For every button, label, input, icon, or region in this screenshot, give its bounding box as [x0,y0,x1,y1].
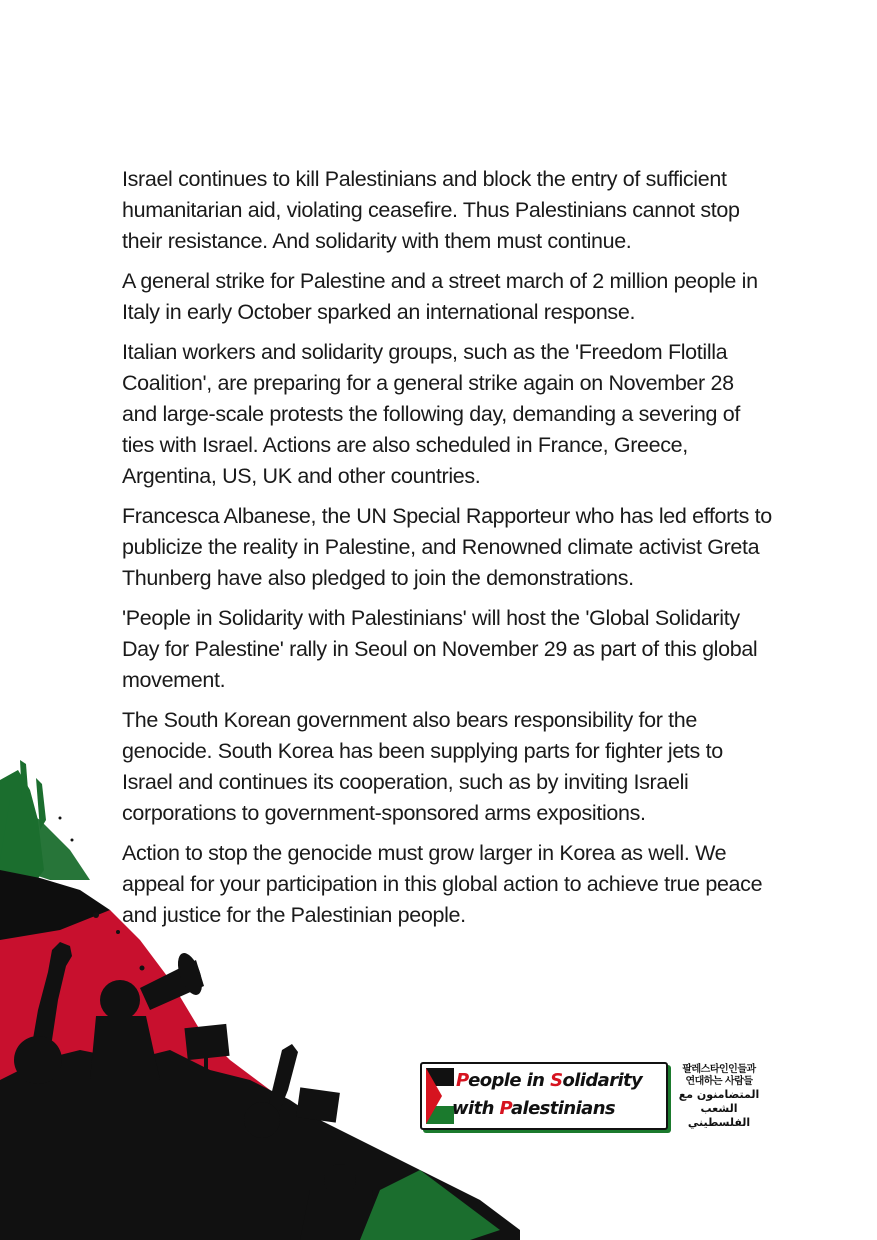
organization-logo [420,1060,760,1130]
paragraph-appeal: Action to stop the genocide must grow larger in Korea as well. We appeal for your participation in this global action to achieve true peace and justice for the Palestinian people. [122,841,763,927]
logo-box [420,1062,668,1130]
logo-arabic-line-1: المتضامنون مع [678,1088,760,1101]
protest-crowd-illustration [0,760,520,1240]
paragraph-workers: Italian workers and solidarity groups, such as the 'Freedom Flotilla Coalition', are preparing for a general strike again on November 28 and large-scale protests the following day, demanding a severing of ties with Israel. Actions are also scheduled in France, Greece, Argentina, US, UK and other countries. [122,340,740,488]
paragraph-ceasefire: Israel continues to kill Palestinians and block the entry of sufficient humanitarian aid, violating ceasefire. Thus Palestinians cannot stop their resistance. And solidarity with them must continue. [122,167,740,253]
paragraph-seoul-rally: 'People in Solidarity with Palestinians' will host the 'Global Solidarity Day for Palestine' rally in Seoul on November 29 as part of this global movement. [122,606,758,692]
paragraph-albanese: Francesca Albanese, the UN Special Rapporteur who has led efforts to publicize the reality in Palestine, and Renowned climate activist Greta Thunberg have also pledged to join the demonstrations. [122,504,772,590]
logo-arabic-line-2: الشعب الفلسطيني [687,1102,751,1129]
paragraph-south-korea: The South Korean government also bears responsibility for the genocide. South Korea has been supplying parts for fighter jets to Israel and continues its cooperation, such as by inviting Israeli corporations to government-sponsored arms expositions. [122,708,723,825]
logo-translations [674,1064,764,1130]
logo-line-1: People in Solidarity [456,1070,643,1091]
logo-line-2: with Palestinians [452,1098,616,1119]
palestine-flag-icon [426,1068,454,1124]
logo-korean-line-2: 연대하는 사람들 [685,1076,753,1087]
paragraph-italy-strike: A general strike for Palestine and a street march of 2 million people in Italy in early October sparked an international response. [122,269,758,324]
logo-korean-line-1: 팔레스타인인들과 [682,1064,756,1075]
